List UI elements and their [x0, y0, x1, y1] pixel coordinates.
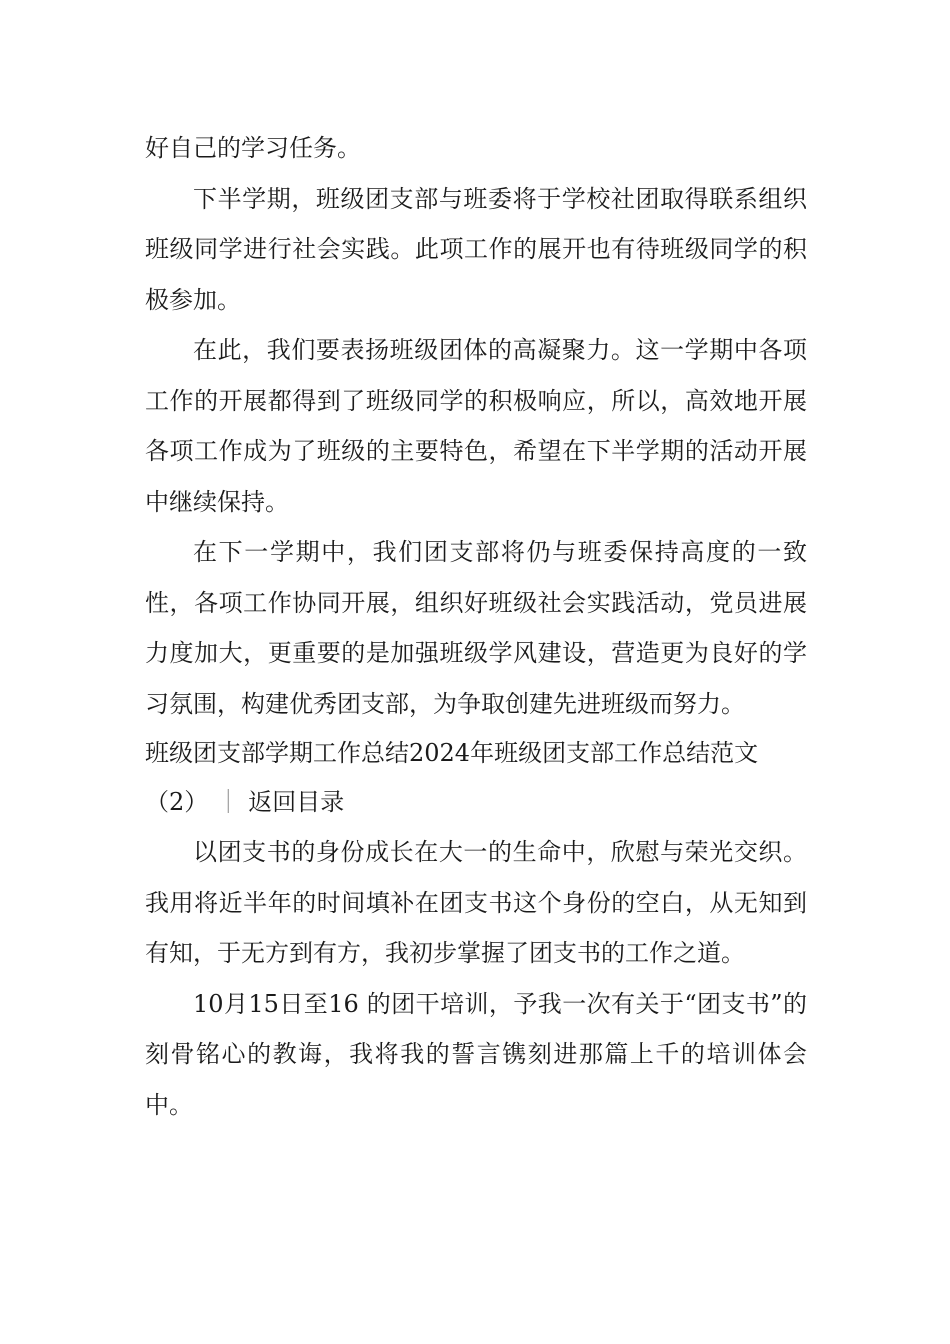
paragraph-1: 好自己的学习任务。 [145, 134, 361, 162]
document-page [145, 123, 807, 1130]
heading-separator: ｜ [216, 788, 241, 816]
paragraph-3: 在此，我们要表扬班级团体的高凝聚力。这一学期中各项工作的开展都得到了班级同学的积极响应，所以，高效地开展各项工作成为了班级的主要特色，希望在下半学期的活动开展中继续保持。 [145, 336, 807, 516]
paragraph-5: 以团支书的身份成长在大一的生命中，欣慰与荣光交织。我用将近半年的时间填补在团支书这个身份的空白，从无知到有知，于无方到有方，我初步掌握了团支书的工作之道。 [145, 838, 807, 967]
paragraph-2: 下半学期，班级团支部与班委将于学校社团取得联系组织班级同学进行社会实践。此项工作的展开也有待班级同学的积极参加。 [145, 184, 807, 314]
section-heading [145, 729, 807, 827]
section-title: 班级团支部学期工作总结2024年班级团支部工作总结范文（2） [145, 739, 759, 816]
paragraph-4: 在下一学期中，我们团支部将仍与班委保持高度的一致性，各项工作协同开展，组织好班级社会实践活动，党员进展力度加大，更重要的是加强班级学风建设，营造更为良好的学习氛围，构建优秀团支部，为争取创建先进班级而努力。 [145, 538, 807, 718]
paragraph-6: 10月15日至16 的团干培训，予我一次有关于“团支书”的刻骨铭心的教诲，我将我的誓言镌刻进那篇上千的培训体会中。 [145, 989, 807, 1119]
back-to-toc-link[interactable]: 返回目录 [248, 788, 345, 816]
